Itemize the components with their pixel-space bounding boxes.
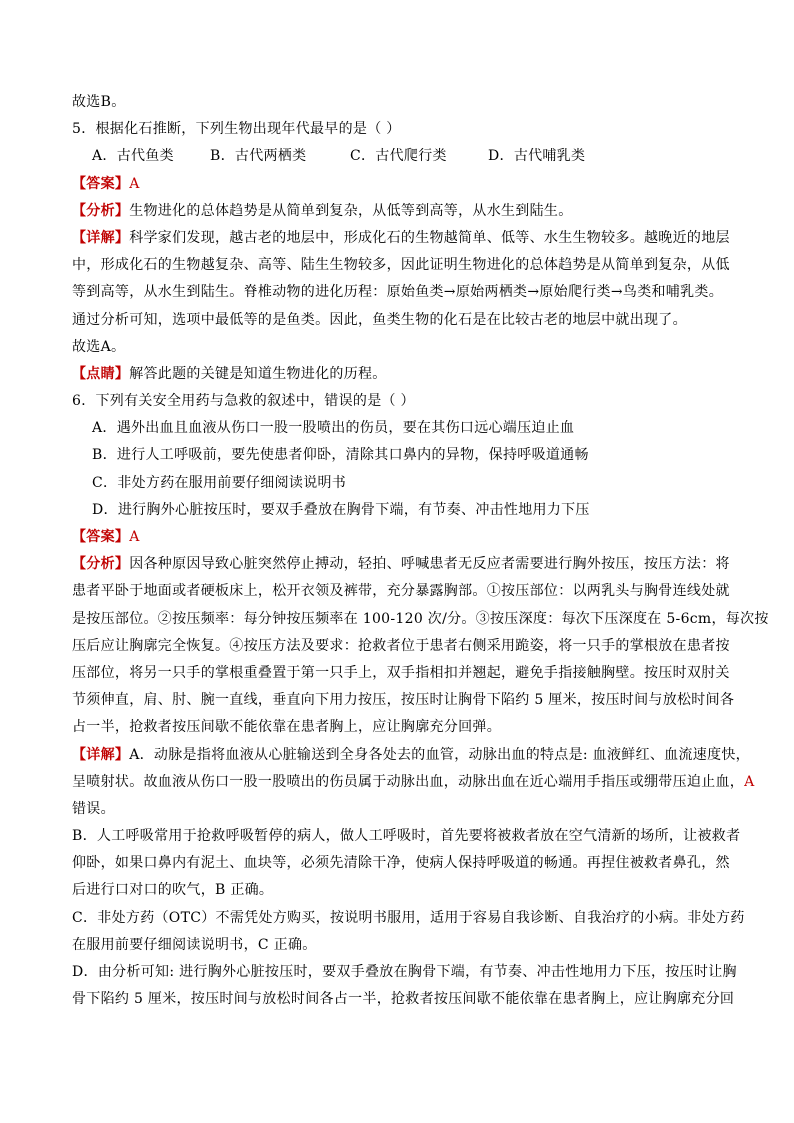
answer-tag: 【答案】 <box>72 529 130 545</box>
detail-5-line-3: 等到高等，从水生到陆生。脊椎动物的进化历程：原始鱼类→原始两栖类→原始爬行类→鸟类和哺乳类。 <box>72 284 723 301</box>
detail-6-d-line-1: D．由分析可知: 进行胸外心脏按压时，要双手叠放在胸骨下端，有节奏、冲击性地用力下压，按压时让胸 <box>72 964 737 980</box>
question-6-option-b: B．进行人工呼吸前，要先使患者仰卧，清除其口鼻内的异物，保持呼吸道通畅 <box>92 447 589 464</box>
detail-6-b-line-3: 后进行口对口的吹气，B 正确。 <box>72 882 274 899</box>
answer-tag: 【答案】 <box>72 175 130 192</box>
detail-text: A．动脉是指将血液从心脏输送到全身各处去的血管，动脉出血的特点是: 血液鲜红、血流速度快， <box>129 746 750 763</box>
analysis-6-line-4: 压后应让胸廓完全恢复。④按压方法及要求：抢救者位于患者右侧采用跪姿，将一只手的掌根放在患者按 <box>72 637 730 654</box>
analysis-text: 生物进化的总体趋势是从简单到复杂，从低等到高等，从水生到陆生。 <box>129 202 573 219</box>
detail-text: 呈喷射状。故血液从伤口一股一股喷出的伤员属于动脉出血，动脉出血在近心端用手指压或绷带压迫止血， <box>72 773 745 790</box>
detail-5-line-5: 故选A。 <box>72 338 126 355</box>
answer-value: A <box>129 529 140 545</box>
option-b: B．古代两栖类 <box>210 148 307 165</box>
question-6-option-a: A．遇外出血且血液从伤口一股一股喷出的伤员，要在其伤口远心端压迫止血 <box>92 420 575 437</box>
analysis-tag: 【分析】 <box>72 556 130 573</box>
point-5 <box>72 361 732 388</box>
analysis-6-line-6: 节须伸直，肩、肘、腕一直线，垂直向下用力按压，按压时让胸骨下陷约 5 厘米，按压时间与放松时间各 <box>72 692 735 709</box>
question-6-option-c: C．非处方药在服用前要仔细阅读说明书 <box>92 474 347 491</box>
option-d: D．古代哺乳类 <box>488 148 586 165</box>
analysis-6-line-2: 患者平卧于地面或者硬板床上，松开衣领及裤带，充分暴露胸部。①按压部位：以两乳头与胸骨连线处就 <box>72 583 730 600</box>
detail-tag: 【详解】 <box>72 229 130 246</box>
detail-5-line-2: 中，形成化石的生物越复杂、高等、陆生生物较多，因此证明生物进化的总体趋势是从简单到复杂，从低 <box>72 257 730 274</box>
document-body <box>72 89 769 1013</box>
detail-tag: 【详解】 <box>72 746 130 763</box>
question-5: 5．根据化石推断，下列生物出现年代最早的是（ ） <box>72 121 401 138</box>
detail-6-c-line-1: C．非处方药（OTC）不需凭处方购买，按说明书服用，适用于容易自我诊断、自我治疗的小病。非处方药 <box>72 909 745 926</box>
detail-6-b-line-2: 仰卧，如果口鼻内有泥土、血块等，必须先清除干净，使病人保持呼吸道的畅通。再捏住被救者鼻孔，然 <box>72 855 730 872</box>
option-c: C．古代爬行类 <box>350 148 447 165</box>
detail-5-line-4: 通过分析可知，选项中最低等的是鱼类。因此，鱼类生物的化石是在比较古老的地层中就出现了。 <box>72 311 687 328</box>
analysis-6-line-3: 是按压部位。②按压频率：每分钟按压频率在 100-120 次/分。③按压深度：每次下压深度在 5-6cm，每次按 <box>72 610 769 627</box>
detail-6-d-line-2: 骨下陷约 5 厘米，按压时间与放松时间各占一半，抢救者按压间歇不能依靠在患者胸上，应让胸廓充分回 <box>72 991 735 1008</box>
analysis-tag: 【分析】 <box>72 202 130 219</box>
answer-5 <box>72 171 732 198</box>
detail-text: 科学家们发现，越古老的地层中，形成化石的生物越简单、低等、水生生物较多。越晚近的地层 <box>129 229 730 246</box>
detail-6-line-1 <box>72 742 750 769</box>
analysis-6-line-5: 压部位，将另一只手的掌根重叠置于第一只手上，双手指相扣并翘起，避免手指接触胸壁。按压时双肘关 <box>72 664 730 681</box>
detail-option-letter: A <box>744 773 755 790</box>
detail-5-line-1 <box>72 225 732 252</box>
detail-6-line-3: 错误。 <box>72 800 115 817</box>
option-a: A．古代鱼类 <box>92 148 174 165</box>
answer-value: A <box>129 175 140 192</box>
answer-choice-line: 故选B。 <box>72 94 126 110</box>
answer-6 <box>72 524 732 551</box>
detail-6-line-2 <box>72 769 755 796</box>
analysis-6-line-7: 占一半，抢救者按压间歇不能依靠在患者胸上，应让胸廓充分回弹。 <box>72 719 501 736</box>
analysis-5 <box>72 198 732 225</box>
question-6-option-d: D．进行胸外心脏按压时，要双手叠放在胸骨下端，有节奏、冲击性地用力下压 <box>92 501 590 518</box>
analysis-6-line-1 <box>72 551 732 578</box>
question-6: 6．下列有关安全用药与急救的叙述中，错误的是（ ） <box>72 393 415 410</box>
analysis-text: 因各种原因导致心脏突然停止搏动，轻拍、呼喊患者无反应者需要进行胸外按压，按压方法：将 <box>129 556 730 573</box>
detail-6-b-line-1: B．人工呼吸常用于抢救呼吸暂停的病人，做人工呼吸时，首先要将被救者放在空气清新的场所，让被救者 <box>72 828 741 845</box>
question-5-options <box>72 143 732 170</box>
detail-6-c-line-2: 在服用前要仔细阅读说明书，C 正确。 <box>72 936 317 953</box>
point-tag: 【点睛】 <box>72 365 130 382</box>
point-text: 解答此题的关键是知道生物进化的历程。 <box>129 365 387 382</box>
